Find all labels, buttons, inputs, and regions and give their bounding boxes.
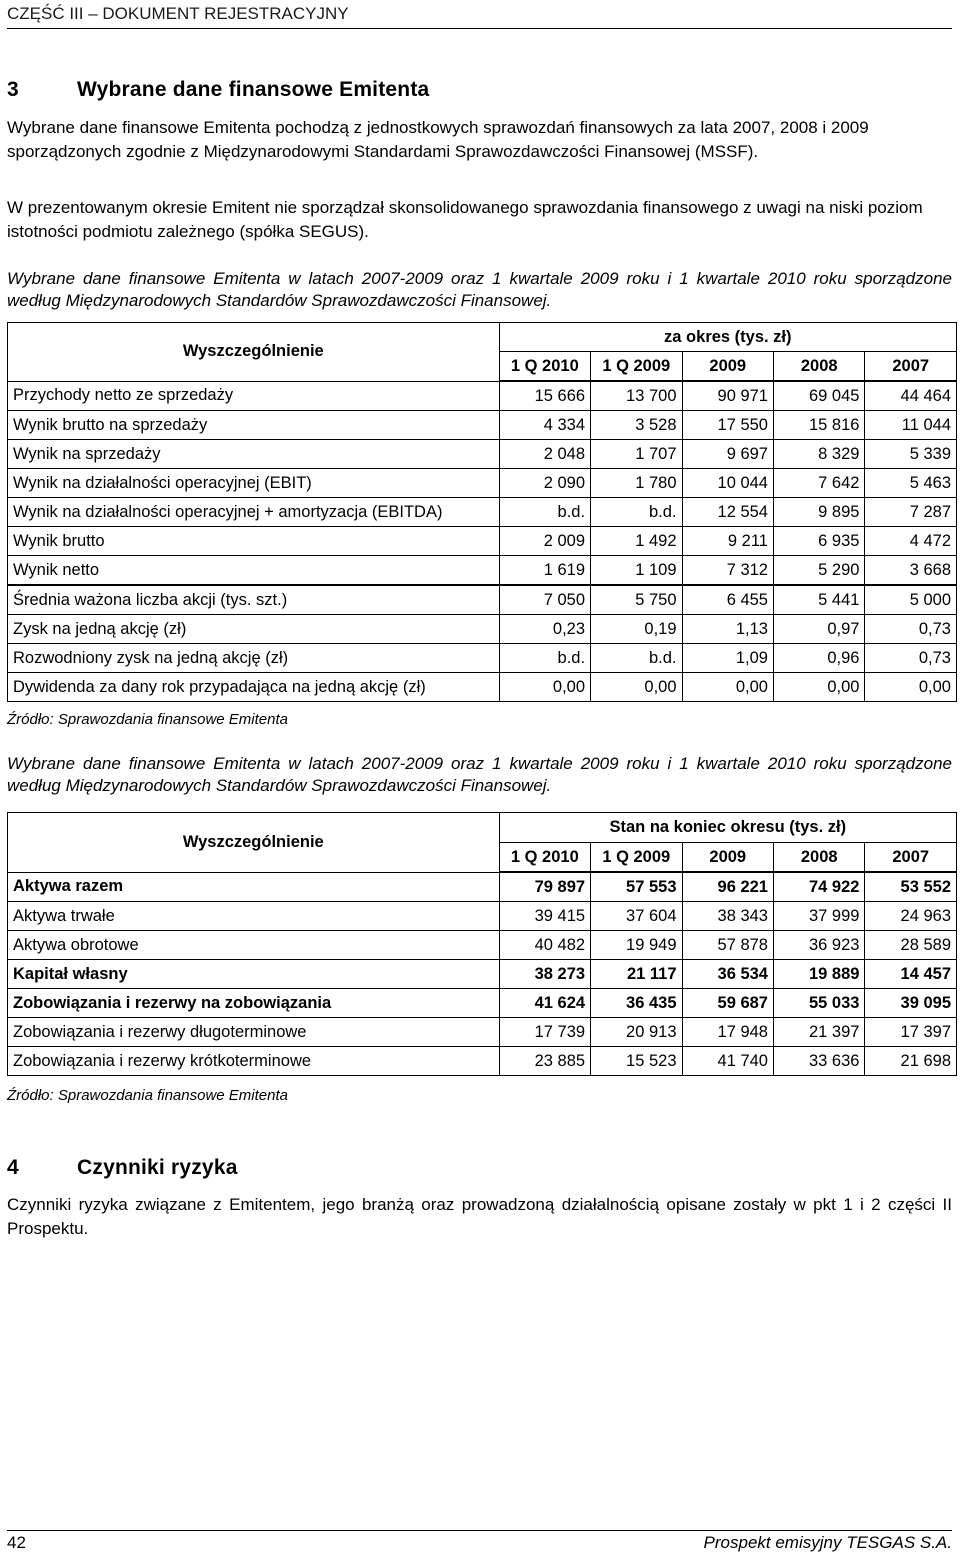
cell: 53 552 — [865, 872, 957, 902]
cell: 1 780 — [591, 469, 682, 498]
row-label: Wynik na działalności operacyjnej (EBIT) — [8, 469, 500, 498]
cell: 17 948 — [682, 1018, 773, 1047]
paragraph-mssf: Wybrane dane finansowe Emitenta pochodzą z jednostkowych sprawozdań finansowych za lata 2007, 2008 i 2009 sporządzonych zgodnie z Międzynarodowymi Standardami Sprawozdawczości Finansowej (MSSF). — [7, 118, 869, 161]
section-number: 3 — [7, 78, 19, 101]
cell: 28 589 — [865, 931, 957, 960]
cell: 39 415 — [499, 902, 590, 931]
cell: 21 117 — [591, 960, 682, 989]
cell: 38 273 — [499, 960, 590, 989]
cell: 69 045 — [773, 381, 864, 411]
cell: 19 889 — [773, 960, 864, 989]
table1-intro: Wybrane dane finansowe Emitenta w latach 2007-2009 oraz 1 kwartale 2009 roku i 1 kwartale 2010 roku sporządzone według Międzynarodowych Standardów Sprawozdawczości Finansowej. — [7, 269, 952, 310]
table-row — [8, 440, 957, 469]
cell: 9 697 — [682, 440, 773, 469]
cell: 0,73 — [865, 644, 957, 673]
cell: b.d. — [591, 644, 682, 673]
row-label: Zobowiązania i rezerwy na zobowiązania — [8, 989, 500, 1018]
cell: 36 435 — [591, 989, 682, 1018]
period-header: Stan na koniec okresu (tys. zł) — [499, 813, 956, 843]
table-row — [8, 644, 957, 673]
column-header: 2009 — [682, 843, 773, 873]
cell: 90 971 — [682, 381, 773, 411]
table-row — [8, 673, 957, 702]
table-row — [8, 931, 957, 960]
row-label: Kapitał własny — [8, 960, 500, 989]
table-row — [8, 527, 957, 556]
row-label: Przychody netto ze sprzedaży — [8, 381, 500, 411]
cell: 24 963 — [865, 902, 957, 931]
cell: 15 816 — [773, 411, 864, 440]
cell: 9 895 — [773, 498, 864, 527]
cell: 17 739 — [499, 1018, 590, 1047]
table2-source: Źródło: Sprawozdania finansowe Emitenta — [7, 1087, 288, 1104]
risk-factors-paragraph: Czynniki ryzyka związane z Emitentem, jego branżą oraz prowadzoną działalnością opisane zostały w pkt 1 i 2 części II Prospektu. — [7, 1195, 952, 1238]
cell: 0,00 — [682, 673, 773, 702]
table1-source: Źródło: Sprawozdania finansowe Emitenta — [7, 711, 288, 728]
cell: 55 033 — [773, 989, 864, 1018]
cell: 6 455 — [682, 585, 773, 615]
section-number: 4 — [7, 1156, 19, 1179]
document-title: Prospekt emisyjny TESGAS S.A. — [703, 1533, 952, 1552]
cell: 5 290 — [773, 556, 864, 586]
column-header: 2009 — [682, 352, 773, 382]
table-row — [8, 556, 957, 586]
cell: 13 700 — [591, 381, 682, 411]
cell: 14 457 — [865, 960, 957, 989]
cell: 20 913 — [591, 1018, 682, 1047]
label-column-header: Wyszczególnienie — [8, 813, 500, 873]
cell: 41 624 — [499, 989, 590, 1018]
cell: 10 044 — [682, 469, 773, 498]
table-row — [8, 872, 957, 902]
cell: 7 050 — [499, 585, 590, 615]
row-label: Zobowiązania i rezerwy długoterminowe — [8, 1018, 500, 1047]
cell: 4 334 — [499, 411, 590, 440]
column-header: 2007 — [865, 843, 957, 873]
label-column-header: Wyszczególnienie — [8, 323, 500, 382]
cell: 1 492 — [591, 527, 682, 556]
cell: 38 343 — [682, 902, 773, 931]
row-label: Wynik na działalności operacyjnej + amortyzacja (EBITDA) — [8, 498, 500, 527]
table-row — [8, 902, 957, 931]
cell: 59 687 — [682, 989, 773, 1018]
cell: 17 550 — [682, 411, 773, 440]
cell: 5 000 — [865, 585, 957, 615]
cell: 57 878 — [682, 931, 773, 960]
cell: 7 642 — [773, 469, 864, 498]
cell: 8 329 — [773, 440, 864, 469]
cell: 0,00 — [591, 673, 682, 702]
table-row — [8, 381, 957, 411]
row-label: Zobowiązania i rezerwy krótkoterminowe — [8, 1047, 500, 1076]
row-label: Średnia ważona liczba akcji (tys. szt.) — [8, 585, 500, 615]
cell: 0,00 — [865, 673, 957, 702]
row-label: Zysk na jedną akcję (zł) — [8, 615, 500, 644]
cell: 0,19 — [591, 615, 682, 644]
column-header: 1 Q 2009 — [591, 843, 682, 873]
cell: 33 636 — [773, 1047, 864, 1076]
table-row — [8, 585, 957, 615]
table-row — [8, 469, 957, 498]
cell: 15 666 — [499, 381, 590, 411]
table-row — [8, 960, 957, 989]
column-header: 1 Q 2010 — [499, 352, 590, 382]
cell: 0,23 — [499, 615, 590, 644]
column-header: 1 Q 2009 — [591, 352, 682, 382]
financial-results-table — [7, 322, 957, 702]
section-3-heading — [7, 78, 429, 102]
cell: 79 897 — [499, 872, 590, 902]
table-row — [8, 1047, 957, 1076]
row-label: Rozwodniony zysk na jedną akcję (zł) — [8, 644, 500, 673]
column-header: 2008 — [773, 843, 864, 873]
cell: 19 949 — [591, 931, 682, 960]
cell: 37 604 — [591, 902, 682, 931]
column-header: 1 Q 2010 — [499, 843, 590, 873]
row-label: Aktywa obrotowe — [8, 931, 500, 960]
cell: 21 698 — [865, 1047, 957, 1076]
row-label: Wynik brutto — [8, 527, 500, 556]
part-header: CZĘŚĆ III – DOKUMENT REJESTRACYJNY — [7, 4, 952, 29]
cell: 21 397 — [773, 1018, 864, 1047]
cell: 0,73 — [865, 615, 957, 644]
cell: 40 482 — [499, 931, 590, 960]
cell: 15 523 — [591, 1047, 682, 1076]
cell: 96 221 — [682, 872, 773, 902]
cell: b.d. — [499, 498, 590, 527]
balance-sheet-table — [7, 812, 957, 1076]
paragraph-consolidation: W prezentowanym okresie Emitent nie sporządzał skonsolidowanego sprawozdania finansowego z uwagi na niski poziom istotności podmiotu zależnego (spółka SEGUS). — [7, 198, 923, 241]
cell: 57 553 — [591, 872, 682, 902]
cell: 0,00 — [499, 673, 590, 702]
row-label: Aktywa trwałe — [8, 902, 500, 931]
row-label: Aktywa razem — [8, 872, 500, 902]
cell: 17 397 — [865, 1018, 957, 1047]
table-row — [8, 498, 957, 527]
cell: 6 935 — [773, 527, 864, 556]
cell: 1 109 — [591, 556, 682, 586]
cell: 5 441 — [773, 585, 864, 615]
table-row — [8, 1018, 957, 1047]
row-label: Wynik brutto na sprzedaży — [8, 411, 500, 440]
cell: 7 287 — [865, 498, 957, 527]
row-label: Dywidenda za dany rok przypadająca na jedną akcję (zł) — [8, 673, 500, 702]
cell: 3 668 — [865, 556, 957, 586]
cell: 2 048 — [499, 440, 590, 469]
row-label: Wynik na sprzedaży — [8, 440, 500, 469]
cell: 37 999 — [773, 902, 864, 931]
cell: 3 528 — [591, 411, 682, 440]
cell: 74 922 — [773, 872, 864, 902]
period-header: za okres (tys. zł) — [499, 323, 956, 352]
cell: 9 211 — [682, 527, 773, 556]
section-title: Czynniki ryzyka — [77, 1156, 238, 1179]
cell: 1,13 — [682, 615, 773, 644]
cell: b.d. — [499, 644, 590, 673]
column-header: 2008 — [773, 352, 864, 382]
section-4-heading — [7, 1156, 238, 1180]
column-header: 2007 — [865, 352, 957, 382]
section-title: Wybrane dane finansowe Emitenta — [77, 78, 430, 101]
footer-divider — [7, 1530, 952, 1531]
cell: 36 534 — [682, 960, 773, 989]
cell: 41 740 — [682, 1047, 773, 1076]
cell: 1,09 — [682, 644, 773, 673]
cell: 1 707 — [591, 440, 682, 469]
cell: 23 885 — [499, 1047, 590, 1076]
cell: 2 090 — [499, 469, 590, 498]
table-row — [8, 615, 957, 644]
cell: 5 463 — [865, 469, 957, 498]
cell: 0,96 — [773, 644, 864, 673]
cell: b.d. — [591, 498, 682, 527]
cell: 7 312 — [682, 556, 773, 586]
cell: 1 619 — [499, 556, 590, 586]
table2-intro: Wybrane dane finansowe Emitenta w latach 2007-2009 oraz 1 kwartale 2009 roku i 1 kwartale 2010 roku sporządzone według Międzynarodowych Standardów Sprawozdawczości Finansowej. — [7, 754, 952, 795]
cell: 5 339 — [865, 440, 957, 469]
table-row — [8, 411, 957, 440]
cell: 39 095 — [865, 989, 957, 1018]
table-row — [8, 989, 957, 1018]
cell: 5 750 — [591, 585, 682, 615]
cell: 0,00 — [773, 673, 864, 702]
cell: 36 923 — [773, 931, 864, 960]
cell: 44 464 — [865, 381, 957, 411]
cell: 11 044 — [865, 411, 957, 440]
row-label: Wynik netto — [8, 556, 500, 586]
cell: 12 554 — [682, 498, 773, 527]
cell: 2 009 — [499, 527, 590, 556]
cell: 4 472 — [865, 527, 957, 556]
page-number: 42 — [7, 1533, 26, 1552]
cell: 0,97 — [773, 615, 864, 644]
